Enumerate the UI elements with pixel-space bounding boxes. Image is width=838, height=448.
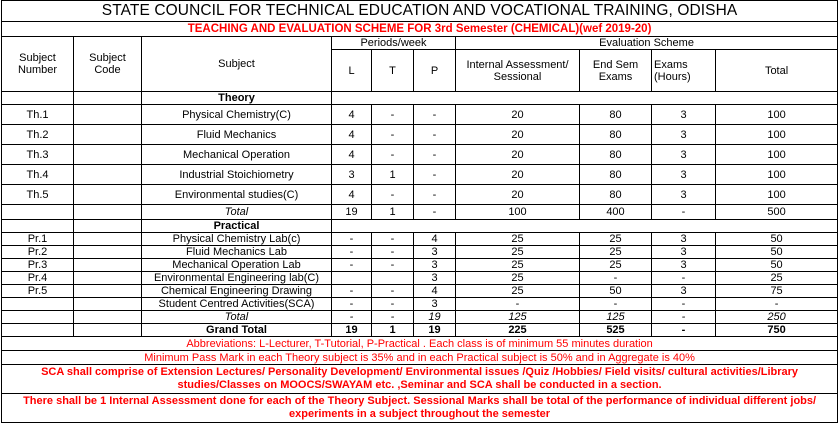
cell-hrs: - [652,272,716,285]
theory-total-row-spacer [2,205,74,220]
cell-subject: Industrial Stoichiometry [142,165,332,185]
cell-ia: - [456,298,580,311]
theory-total-row-es: 400 [580,205,652,220]
practical-heading-spacer [2,220,74,233]
theory-total-row-total: 500 [716,205,838,220]
cell-l [332,272,372,285]
cell-subject: Mechanical Operation Lab [142,259,332,272]
practical-total-row-hrs: - [652,311,716,324]
cell-p: - [414,145,456,165]
table-row [2,259,838,272]
cell-t: - [372,125,414,145]
cell-t: - [372,185,414,205]
cell-num: Th.4 [2,165,74,185]
header-end-sem-exams: End Sem Exams [580,50,652,92]
evaluation-scheme-sheet [1,0,837,423]
practical-total-row-label: Total [142,311,332,324]
abbreviations-note: Abbreviations: L-Lecturer, T-Tutorial, P-Practical . Each class is of minimum 55 minutes duration [2,337,838,351]
cell-subject: Physical Chemistry Lab(c) [142,233,332,246]
cell-ia: 20 [456,145,580,165]
pass-mark-note-row [2,351,838,365]
cell-num: Pr.4 [2,272,74,285]
table-row [2,125,838,145]
pass-mark-note: Minimum Pass Mark in each Theory subject is 35% and in each Practical subject is 50% and in Aggregate is 40% [2,351,838,365]
cell-code [74,246,142,259]
header-subject-number: Subject Number [2,37,74,92]
table-row [2,185,838,205]
practical-heading: Practical [142,220,332,233]
header-internal-assessment: Internal Assessment/ Sessional [456,50,580,92]
cell-ia: 20 [456,185,580,205]
cell-p: 3 [414,246,456,259]
cell-ia: 25 [456,285,580,298]
practical-heading-spacer [74,220,142,233]
cell-l: - [332,285,372,298]
cell-hrs: 3 [652,285,716,298]
cell-num: Th.2 [2,125,74,145]
cell-p: - [414,165,456,185]
cell-p: - [414,185,456,205]
cell-es: - [580,272,652,285]
sca-note: SCA shall comprise of Extension Lectures/ Personality Development/ Environmental issues /Quiz /Hobbies/ Field visits/ cultural activities/Library studies/Classes on MOOCS/SWAYAM etc. ,Seminar and SCA shall be conducted in a section. [2,365,838,394]
practical-total-row-ia: 125 [456,311,580,324]
cell-subject: Fluid Mechanics Lab [142,246,332,259]
theory-total-row-l: 19 [332,205,372,220]
cell-es: 80 [580,165,652,185]
theory-heading-spacer [2,92,74,105]
cell-num [2,298,74,311]
cell-t: - [372,145,414,165]
theory-total-row-spacer [74,205,142,220]
table-row [2,165,838,185]
cell-t: - [372,246,414,259]
practical-total-row-total: 250 [716,311,838,324]
cell-hrs: 3 [652,246,716,259]
internal-assessment-note: There shall be 1 Internal Assessment done for each of the Theory Subject. Sessional Marks shall be total of the performance of individual different jobs/ experiments in a subject throughout the semester [2,394,838,423]
cell-total: 25 [716,272,838,285]
cell-es: 50 [580,285,652,298]
cell-l: - [332,298,372,311]
theory-total-row-hrs: - [652,205,716,220]
header-t: T [372,50,414,92]
grand-total-row-spacer [2,324,74,337]
cell-subject: Fluid Mechanics [142,125,332,145]
cell-num: Th.5 [2,185,74,205]
cell-p: 3 [414,259,456,272]
table-row [2,246,838,259]
cell-es: 25 [580,246,652,259]
cell-l: 4 [332,105,372,125]
header-l: L [332,50,372,92]
cell-num: Pr.1 [2,233,74,246]
cell-subject: Environmental Engineering lab(C) [142,272,332,285]
internal-assessment-note-row [2,394,838,423]
page-subtitle: TEACHING AND EVALUATION SCHEME FOR 3rd Semester (CHEMICAL)(wef 2019-20) [2,22,838,37]
abbreviations-note-row [2,337,838,351]
cell-hrs: 3 [652,145,716,165]
theory-total-row-label: Total [142,205,332,220]
cell-es: 25 [580,233,652,246]
cell-num: Th.3 [2,145,74,165]
practical-total-row-t: - [372,311,414,324]
cell-l: 4 [332,185,372,205]
cell-code [74,259,142,272]
cell-total: 100 [716,165,838,185]
cell-total: 75 [716,285,838,298]
cell-ia: 25 [456,272,580,285]
theory-heading: Theory [142,92,332,105]
cell-total: 50 [716,246,838,259]
cell-p: 3 [414,272,456,285]
cell-code [74,125,142,145]
cell-l: - [332,233,372,246]
table-row [2,272,838,285]
theory-total-row-t: 1 [372,205,414,220]
cell-p: - [414,105,456,125]
practical-total-row-p: 19 [414,311,456,324]
cell-hrs: 3 [652,259,716,272]
cell-ia: 20 [456,125,580,145]
cell-total: 100 [716,125,838,145]
page-title: STATE COUNCIL FOR TECHNICAL EDUCATION AND VOCATIONAL TRAINING, ODISHA [2,1,838,22]
cell-subject: Student Centred Activities(SCA) [142,298,332,311]
practical-total-row-l: - [332,311,372,324]
grand-total-row-total: 750 [716,324,838,337]
header-periods-week: Periods/week [332,37,456,50]
cell-p: - [414,125,456,145]
cell-code [74,298,142,311]
cell-hrs: 3 [652,105,716,125]
practical-total-row [2,311,838,324]
cell-hrs: 3 [652,233,716,246]
cell-t: - [372,285,414,298]
cell-es: 80 [580,125,652,145]
cell-t [372,272,414,285]
cell-total: 50 [716,233,838,246]
cell-num: Th.1 [2,105,74,125]
grand-total-row-label: Grand Total [142,324,332,337]
cell-ia: 25 [456,259,580,272]
theory-total-row-ia: 100 [456,205,580,220]
cell-p: 4 [414,285,456,298]
header-total: Total [716,50,838,92]
cell-p: 3 [414,298,456,311]
cell-subject: Environmental studies(C) [142,185,332,205]
header-exam-hours: Exams (Hours) [652,50,716,92]
cell-num: Pr.3 [2,259,74,272]
cell-subject: Physical Chemistry(C) [142,105,332,125]
header-p: P [414,50,456,92]
table-row [2,105,838,125]
header-subject-code: Subject Code [74,37,142,92]
cell-total: 100 [716,105,838,125]
cell-total: 100 [716,145,838,165]
cell-es: 80 [580,145,652,165]
theory-heading-spacer [74,92,142,105]
cell-es: 80 [580,105,652,125]
cell-t: - [372,298,414,311]
cell-l: 4 [332,145,372,165]
cell-ia: 20 [456,105,580,125]
cell-es: 25 [580,259,652,272]
practical-heading-spacer [332,220,838,233]
cell-ia: 20 [456,165,580,185]
cell-code [74,272,142,285]
cell-hrs: 3 [652,165,716,185]
table-row [2,145,838,165]
practical-total-row-spacer [2,311,74,324]
grand-total-row-es: 525 [580,324,652,337]
table-row [2,233,838,246]
cell-l: 3 [332,165,372,185]
cell-hrs: - [652,298,716,311]
grand-total-row-l: 19 [332,324,372,337]
cell-es: 80 [580,185,652,205]
cell-code [74,185,142,205]
practical-total-row-spacer [74,311,142,324]
header-subject: Subject [142,37,332,92]
cell-hrs: 3 [652,125,716,145]
theory-total-row [2,205,838,220]
practical-total-row-es: 125 [580,311,652,324]
grand-total-row-ia: 225 [456,324,580,337]
cell-t: 1 [372,165,414,185]
cell-code [74,105,142,125]
cell-t: - [372,105,414,125]
grand-total-row-spacer [74,324,142,337]
theory-total-row-p: - [414,205,456,220]
cell-code [74,285,142,298]
cell-l: - [332,246,372,259]
table-row [2,285,838,298]
sca-note-row [2,365,838,394]
cell-code [74,145,142,165]
grand-total-row-t: 1 [372,324,414,337]
grand-total-row [2,324,838,337]
practical-heading-row [2,220,838,233]
grand-total-row-p: 19 [414,324,456,337]
cell-num: Pr.5 [2,285,74,298]
cell-num: Pr.2 [2,246,74,259]
cell-hrs: 3 [652,185,716,205]
cell-t: - [372,259,414,272]
theory-heading-spacer [332,92,838,105]
header-evaluation-scheme: Evaluation Scheme [456,37,838,50]
cell-ia: 25 [456,233,580,246]
cell-p: 4 [414,233,456,246]
cell-total: - [716,298,838,311]
cell-total: 50 [716,259,838,272]
cell-es: - [580,298,652,311]
cell-ia: 25 [456,246,580,259]
table-row [2,298,838,311]
cell-subject: Chemical Engineering Drawing [142,285,332,298]
cell-total: 100 [716,185,838,205]
grand-total-row-hrs: - [652,324,716,337]
cell-code [74,233,142,246]
cell-code [74,165,142,185]
cell-l: 4 [332,125,372,145]
cell-t: - [372,233,414,246]
cell-subject: Mechanical Operation [142,145,332,165]
cell-l: - [332,259,372,272]
scheme-table [1,0,838,423]
